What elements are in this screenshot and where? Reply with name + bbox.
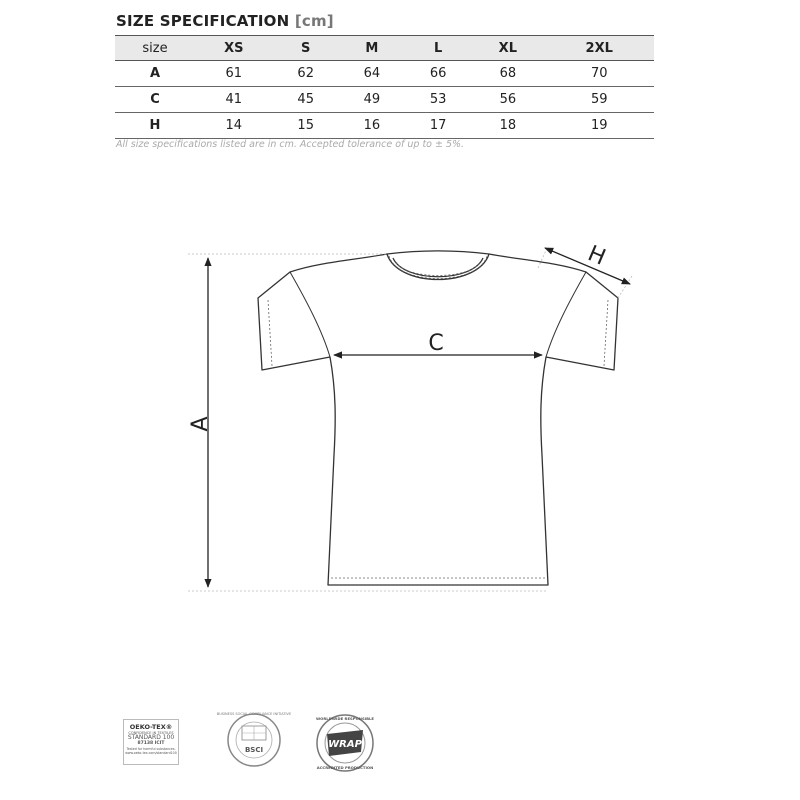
table-cell: 56 bbox=[471, 87, 544, 113]
dimension-h-label: H bbox=[584, 241, 610, 271]
oeko-tested: Tested for harmful substances. bbox=[126, 747, 176, 751]
table-cell: 16 bbox=[339, 113, 405, 139]
row-label: H bbox=[115, 113, 195, 139]
oeko-sub: CONFIDENCE IN TEXTILES bbox=[128, 731, 174, 735]
table-cell: 64 bbox=[339, 61, 405, 87]
table-cell: 45 bbox=[273, 87, 339, 113]
table-cell: 59 bbox=[544, 87, 654, 113]
oeko-url: www.oeko-tex.com/standard100 bbox=[125, 751, 177, 755]
oeko-standard: STANDARD 100 bbox=[127, 734, 175, 741]
tolerance-note: All size specifications listed are in cm. Accepted tolerance of up to ± 5%. bbox=[116, 139, 465, 150]
wrap-text: WRAP bbox=[328, 739, 362, 750]
table-cell: 15 bbox=[273, 113, 339, 139]
wrap-logo bbox=[316, 715, 374, 771]
table-cell: 66 bbox=[405, 61, 471, 87]
table-cell: 70 bbox=[544, 61, 654, 87]
size-header-cell: XL bbox=[471, 36, 544, 61]
oeko-brand: OEKO-TEX® bbox=[129, 723, 173, 731]
dimension-c-label: C bbox=[428, 331, 444, 356]
table-cell: 41 bbox=[195, 87, 273, 113]
table-cell: 19 bbox=[544, 113, 654, 139]
title-unit: [cm] bbox=[294, 12, 334, 30]
dimension-a-label: A bbox=[188, 416, 213, 432]
row-label: A bbox=[115, 61, 195, 87]
table-cell: 18 bbox=[471, 113, 544, 139]
table-cell: 53 bbox=[405, 87, 471, 113]
size-header-cell: L bbox=[405, 36, 471, 61]
wrap-ring-bottom: ACCREDITED PRODUCTION bbox=[316, 765, 374, 770]
title-text: SIZE SPECIFICATION bbox=[116, 12, 290, 30]
tshirt-outline bbox=[258, 251, 618, 585]
table-cell: 49 bbox=[339, 87, 405, 113]
stitch-lines bbox=[268, 256, 608, 578]
table-cell: 17 bbox=[405, 113, 471, 139]
oeko-tex-logo bbox=[123, 719, 179, 765]
table-cell: 62 bbox=[273, 61, 339, 87]
size-header-cell: S bbox=[273, 36, 339, 61]
row-label: C bbox=[115, 87, 195, 113]
dimension-a bbox=[188, 254, 548, 591]
wrap-ring-top: WORLDWIDE RESPONSIBLE bbox=[315, 716, 375, 721]
table-cell: 61 bbox=[195, 61, 273, 87]
table-cell: 68 bbox=[471, 61, 544, 87]
bsci-ring-text: BUSINESS SOCIAL COMPLIANCE INITIATIVE bbox=[216, 712, 292, 716]
bsci-logo bbox=[217, 712, 291, 766]
size-header-cell: M bbox=[339, 36, 405, 61]
size-header-cell: XS bbox=[195, 36, 273, 61]
table-cell: 14 bbox=[195, 113, 273, 139]
bsci-text: BSCI bbox=[244, 746, 264, 754]
size-header-cell: 2XL bbox=[544, 36, 654, 61]
size-label-cell: size bbox=[115, 36, 195, 61]
oeko-code: 87138 ICIT bbox=[137, 741, 165, 746]
